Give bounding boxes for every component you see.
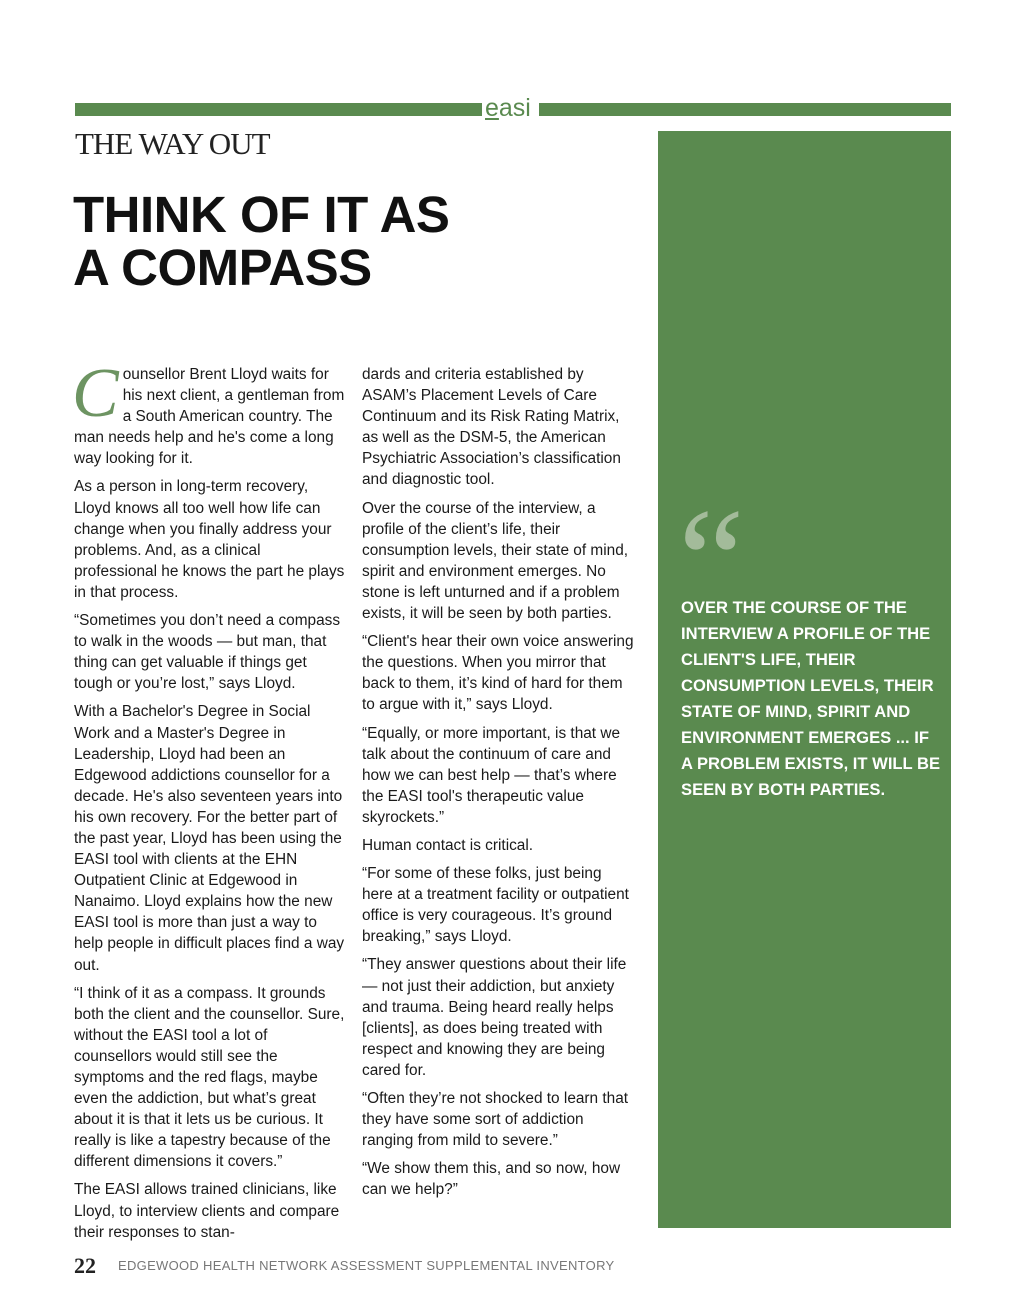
paragraph: Over the course of the interview, a profile of the client’s life, their consumption levels, their state of mind, spirit and environment emerges. No stone is left unturned and if a problem exists, it will be seen by both parties.: [362, 499, 629, 623]
quote-mark-icon: “: [678, 478, 745, 644]
paragraph: Human contact is critical.: [362, 836, 534, 854]
easi-logo: [485, 94, 531, 122]
paragraph: [72, 355, 346, 469]
logo-e: e: [485, 94, 499, 122]
page-number: 22: [74, 1253, 96, 1278]
paragraph: “They answer questions about their life — not just their addiction, but anxiety and trauma. Being heard really helps [clients], as does being treated with respect and knowing they are being cared for.: [362, 956, 627, 1079]
pull-quote-text: OVER THE COURSE OF THE INTERVIEW A PROFILE OF THE CLIENT'S LIFE, THEIR CONSUMPTION LEVELS, THEIR STATE OF MIND, SPIRIT AND ENVIRONMENT EMERGES ... IF A PROBLEM EXISTS, IT WILL BE SEEN BY BOTH PARTIES.: [681, 598, 941, 799]
header-rule-left: [75, 103, 482, 116]
paragraph: dards and criteria established by ASAM’s Placement Levels of Care Continuum and its Risk Rating Matrix, as well as the DSM-5, the American Psychiatric Association’s classification and diagnostic tool.: [362, 366, 621, 489]
header-rule-right: [539, 103, 951, 116]
paragraph: “I think of it as a compass. It grounds both the client and the counsellor. Sure, without the EASI tool a lot of counsellors would still see the symptoms and the red flags, maybe even the addiction, but what’s great about it is that it lets us be curious. It really is like a tapestry because of the different dimensions it covers.”: [74, 984, 345, 1171]
drop-cap: C: [72, 355, 119, 432]
article-headline: [73, 188, 633, 294]
paragraph: “For some of these folks, just being here at a treatment facility or outpatient office is very courageous. It’s ground breaking,” says Lloyd.: [362, 865, 629, 946]
logo-text: asi: [498, 94, 531, 122]
paragraph: “Equally, or more important, is that we talk about the continuum of care and how we can best help — that’s where the EASI tool's therapeutic value skyrockets.”: [362, 724, 621, 826]
article-column-1: [72, 355, 346, 1250]
section-label: THE WAY OUT: [75, 126, 270, 161]
headline-line-1: THINK OF IT AS: [73, 186, 450, 243]
paragraph: “Sometimes you don’t need a compass to walk in the woods — but man, that thing can get valuable if things get tough or you’re lost,” says Lloyd.: [74, 612, 341, 693]
article-column-2: [362, 364, 634, 1207]
publication-title: EDGEWOOD HEALTH NETWORK ASSESSMENT SUPPLEMENTAL INVENTORY: [118, 1258, 615, 1273]
paragraph: “We show them this, and so now, how can we help?”: [362, 1160, 621, 1199]
pull-quote-sidebar: [658, 131, 951, 1228]
paragraph: “Client's hear their own voice answering the questions. When you mirror that back to them, it’s kind of hard for them to argue with it,” says Lloyd.: [362, 633, 634, 714]
paragraph: With a Bachelor's Degree in Social Work and a Master's Degree in Leadership, Lloyd had been an Edgewood addictions counsellor for a decade. He's also seventeen years into his own recovery. For the better part of the past year, Lloyd has been using the EASI tool with clients at the EHN Outpatient Clinic at Edgewood in Nanaimo. Lloyd explains how the new EASI tool is more than just a way to help people in difficult places find a way out.: [74, 703, 345, 974]
paragraph: The EASI allows trained clinicians, like Lloyd, to interview clients and compare their responses to stan-: [74, 1181, 340, 1241]
headline-line-2: A COMPASS: [73, 239, 372, 296]
paragraph-text: ounsellor Brent Lloyd waits for his next client, a gentleman from a South American country. The man needs help and he's come a long way looking for it.: [74, 366, 345, 468]
paragraph: “Often they’re not shocked to learn that they have some sort of addiction ranging from mild to severe.”: [362, 1090, 629, 1150]
paragraph: As a person in long-term recovery, Lloyd knows all too well how life can change when you finally address your problems. And, as a clinical professional he knows the part he plays in that process.: [74, 478, 345, 601]
